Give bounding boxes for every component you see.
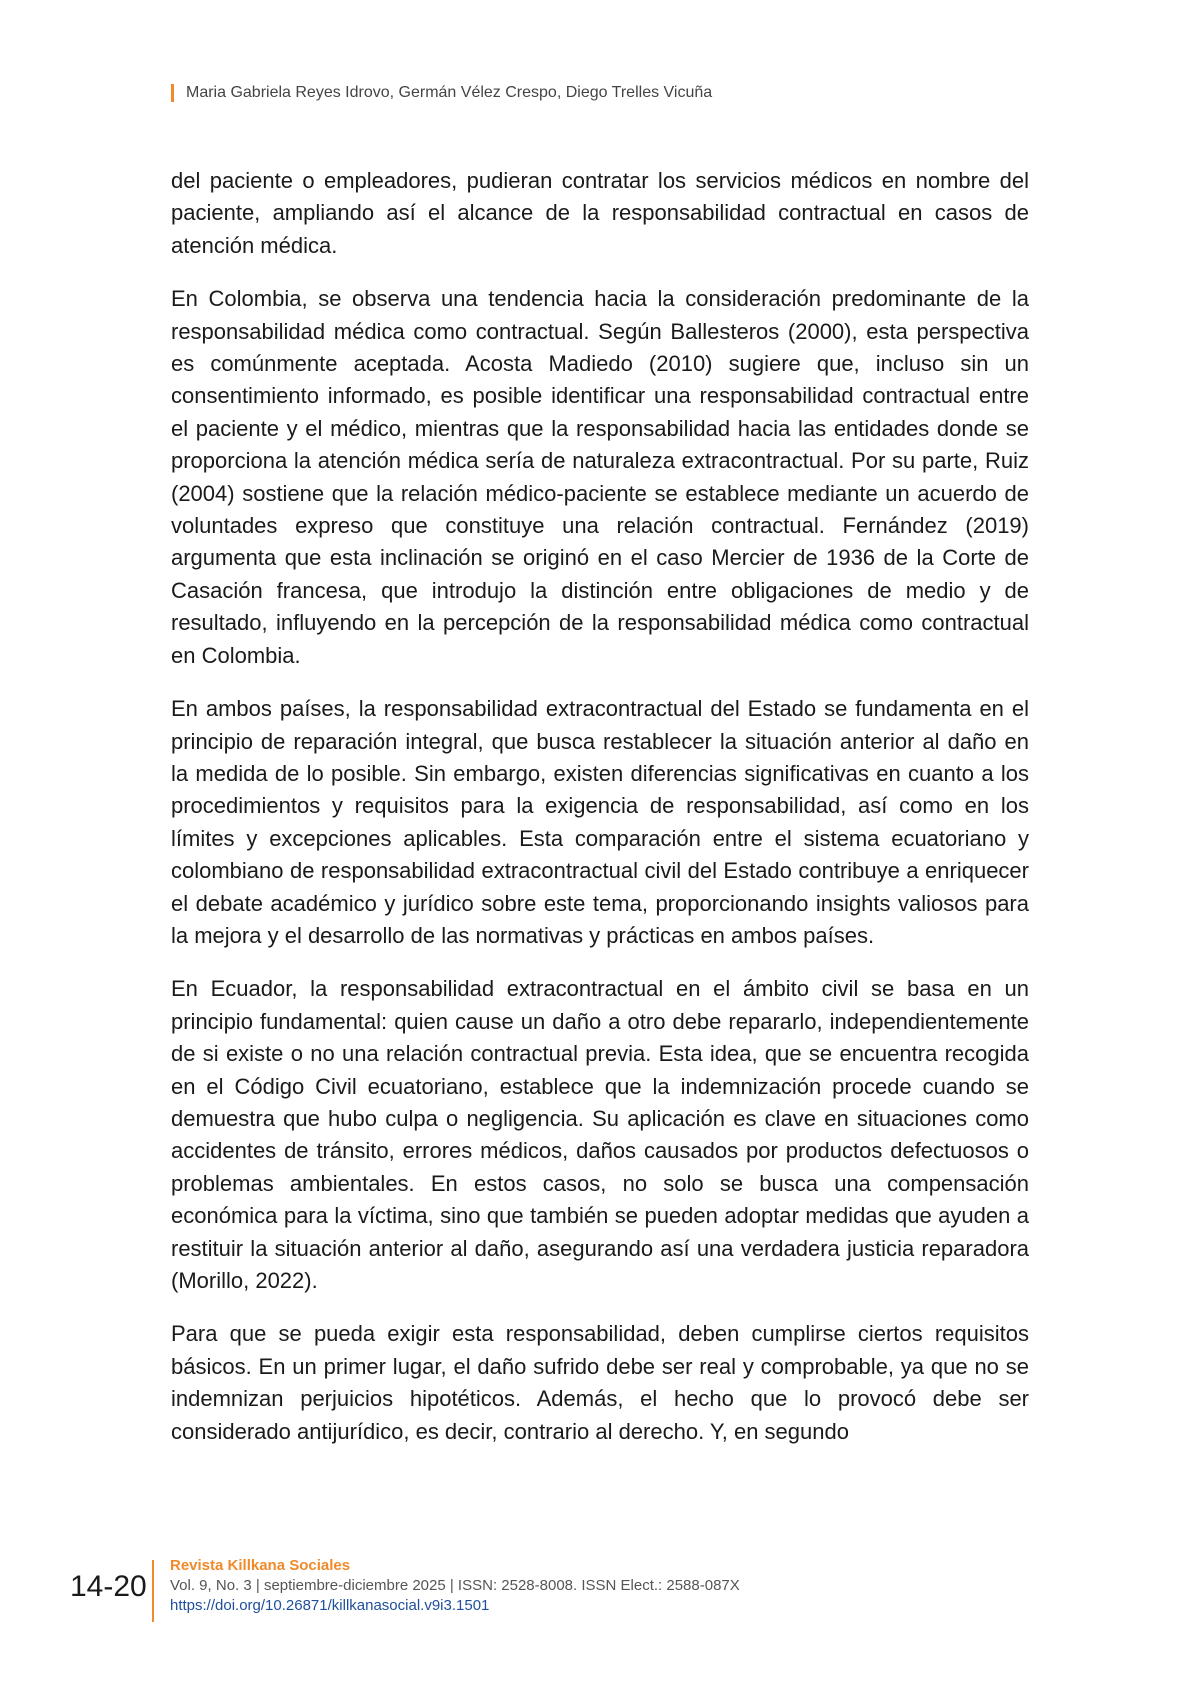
journal-name: Revista Killkana Sociales — [170, 1557, 351, 1574]
paragraph: En Ecuador, la responsabilidad extracontractual en el ámbito civil se basa en un principio fundamental: quien cause un daño a otro debe repararlo, independientemente de si existe o no una relación contractual previa. Esta idea, que se encuentra recogida en el Código Civil ecuatoriano, establece que la indemnización procede cuando se demuestra que hubo culpa o negligencia. Su aplicación es clave en situaciones como accidentes de tránsito, errores médicos, daños causados por productos defectuosos o problemas ambientales. En estos casos, no solo se busca una compensación económica para la víctima, sino que también se pueden adoptar medidas que ayuden a restituir la situación anterior al daño, asegurando así una verdadera justicia reparadora (Morillo, 2022). — [171, 976, 1029, 1293]
page-number: 14-20 — [70, 1570, 147, 1603]
paragraph: En Colombia, se observa una tendencia hacia la consideración predominante de la responsabilidad médica como contractual. Según Ballesteros (2000), esta perspectiva es comúnmente aceptada. Acosta Madiedo (2010) sugiere que, incluso sin un consentimiento informado, es posible identificar una responsabilidad contractual entre el paciente y el médico, mientras que la responsabilidad hacia las entidades donde se proporciona la atención médica sería de naturaleza extracontractual. Por su parte, Ruiz (2004) sostiene que la relación médico-paciente se establece mediante un acuerdo de voluntades expreso que constituye una relación contractual. Fernández (2019) argumenta que esta inclinación se originó en el caso Mercier de 1936 de la Corte de Casación francesa, que introdujo la distinción entre obligaciones de medio y de resultado, influyendo en la percepción de la responsabilidad médica como contractual en Colombia. — [171, 286, 1029, 668]
running-header — [171, 84, 712, 102]
footer-accent-bar — [152, 1560, 154, 1622]
volume-info: Vol. 9, No. 3 | septiembre-diciembre 2025 | ISSN: 2528-8008. ISSN Elect.: 2588-087X — [170, 1577, 740, 1594]
header-authors: Maria Gabriela Reyes Idrovo, Germán Vélez Crespo, Diego Trelles Vicuña — [186, 84, 713, 101]
page-footer — [70, 1556, 740, 1622]
paragraph: Para que se pueda exigir esta responsabilidad, deben cumplirse ciertos requisitos básicos. En un primer lugar, el daño sufrido debe ser real y comprobable, ya que no se indemnizan perjuicios hipotéticos. Además, el hecho que lo provocó debe ser considerado antijurídico, es decir, contrario al derecho. Y, en segundo — [171, 1321, 1029, 1444]
footer-citation — [170, 1556, 740, 1616]
paragraph: En ambos países, la responsabilidad extracontractual del Estado se fundamenta en el principio de reparación integral, que busca restablecer la situación anterior al daño en la medida de lo posible. Sin embargo, existen diferencias significativas en cuanto a los procedimientos y requisitos para la exigencia de responsabilidad, así como en los límites y excepciones aplicables. Esta comparación entre el sistema ecuatoriano y colombiano de responsabilidad extracontractual civil del Estado contribuye a enriquecer el debate académico y jurídico sobre este tema, proporcionando insights valiosos para la mejora y el desarrollo de las normativas y prácticas en ambos países. — [171, 696, 1029, 948]
article-body — [171, 165, 1029, 1469]
paragraph: del paciente o empleadores, pudieran contratar los servicios médicos en nombre del paciente, ampliando así el alcance de la responsabilidad contractual en casos de atención médica. — [171, 168, 1029, 258]
doi-link[interactable]: https://doi.org/10.26871/killkanasocial.v9i3.1501 — [170, 1597, 490, 1614]
header-accent-bar — [171, 84, 174, 102]
